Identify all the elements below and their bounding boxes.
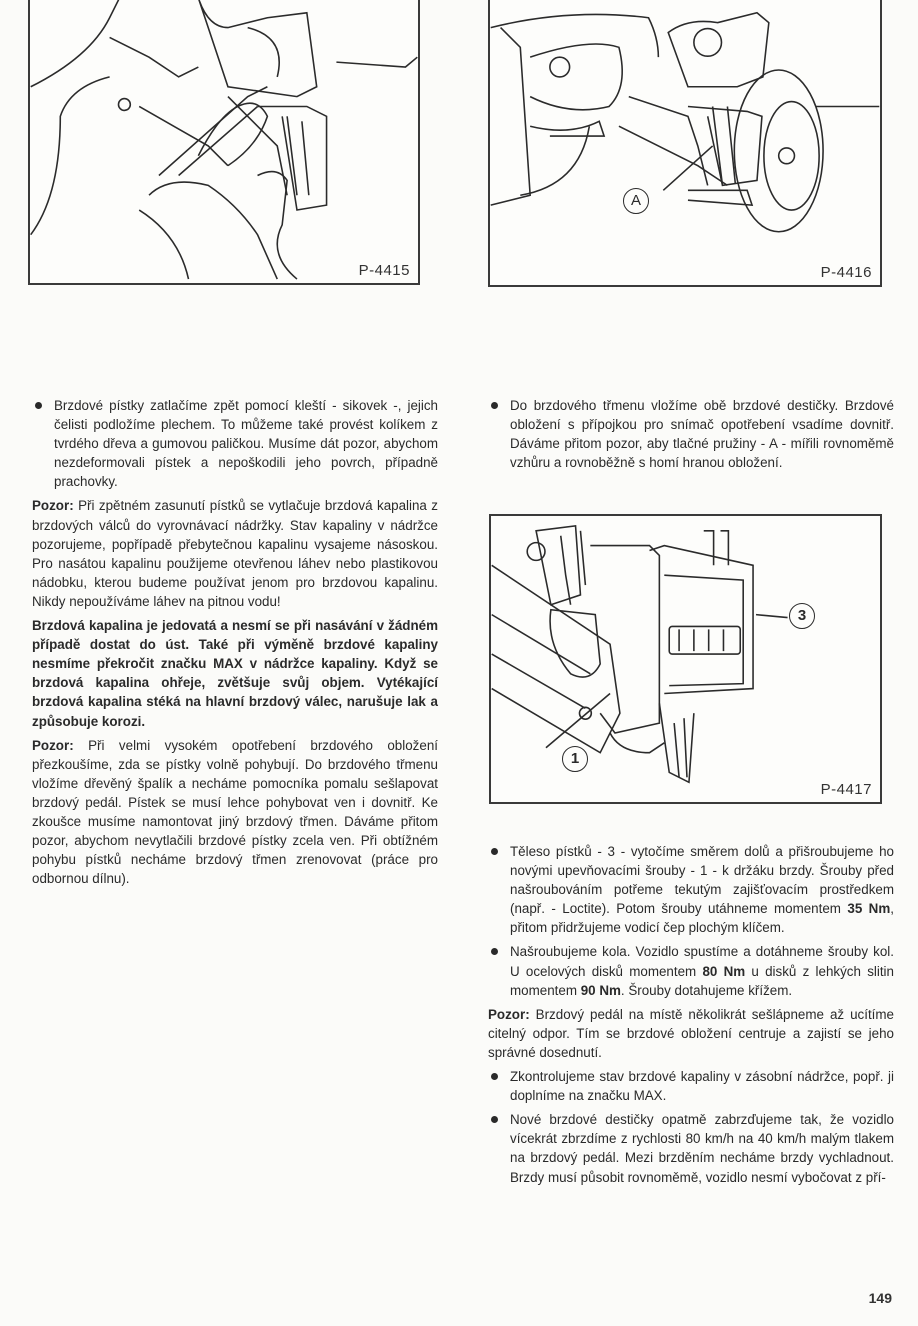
front-suspension-brake-illustration xyxy=(490,0,880,285)
text-segment: , přitom přidržujeme vodicí čep plochým klíčem. xyxy=(510,901,894,936)
bullet-item xyxy=(488,942,894,999)
callout-1-label: 1 xyxy=(570,750,580,767)
callout-3-label: 3 xyxy=(797,607,807,624)
brake-piston-pliers-illustration xyxy=(30,0,418,283)
bullet-text xyxy=(510,944,894,997)
figure-p4417 xyxy=(489,514,882,804)
text-segment: . Šrouby dotahujeme křížem. xyxy=(620,982,793,998)
note-label: Pozor: xyxy=(32,498,74,514)
callout-1 xyxy=(562,746,588,772)
bullet-icon xyxy=(35,402,42,409)
figure-label: P-4417 xyxy=(820,781,872,798)
note-paragraph xyxy=(488,1005,894,1062)
callout-3 xyxy=(789,603,815,629)
bullet-text: Do brzdového třmenu vložíme obě brzdové destičky. Brzdové obložení s přípojkou pro snímač opotřebení vsadíme dovnitř. Dáváme přitom pozor, aby tlačné pružiny - A - mířili rovnoměmě vzhůru a rovnoběžně s homí hranou obložení. xyxy=(510,398,894,471)
note-paragraph xyxy=(32,496,438,611)
page-number: 149 xyxy=(868,1290,892,1306)
bullet-item xyxy=(488,842,894,937)
text-segment: u disků z lehkých slitin momentem xyxy=(510,963,894,998)
figure-p4416 xyxy=(488,0,882,287)
callout-a-label: A xyxy=(630,192,641,209)
brake-caliper-illustration xyxy=(491,516,880,802)
bullet-icon xyxy=(491,1073,498,1080)
bullet-item xyxy=(488,1110,894,1186)
text-segment: Našroubujeme kola. Vozidlo spustíme a dotáhneme šrouby kol. U ocelových disků momentem xyxy=(510,944,894,979)
note-label: Pozor: xyxy=(488,1006,530,1022)
note-text: Brzdový pedál na místě několikrát sešlápneme až ucítíme citelný odpor. Tím se brzdové obložení centruje a zajistí se jeho správné dosednutí. xyxy=(488,1006,894,1060)
bullet-item xyxy=(488,1067,894,1105)
right-column-top xyxy=(488,396,894,477)
bullet-item xyxy=(32,396,438,491)
bullet-text xyxy=(510,844,894,935)
bullet-text: Nové brzdové destičky opatmě zabrzďujeme tak, že vozidlo vícekrát zbrzdíme z rychlosti 80 km/h na 40 km/h malým tlakem na brzdový pedál. Mezi brzděním necháme brzdy vychladnout. Brzdy musí působit rovnoměmě, vozidlo nesmí vybočovat z pří- xyxy=(510,1112,894,1185)
callout-a xyxy=(623,188,649,214)
bullet-text: Brzdové pístky zatlačíme zpět pomocí kleští - sikovek -, jejich čelisti podložíme plechem. To můžeme také provést kolíkem z tvrdého dřeva a gumovou paličkou. Musíme dát pozor, abychom nezdeformovali pístek a nepoškodili jeho povrch, případně prachovky. xyxy=(54,398,438,490)
bullet-item xyxy=(488,396,894,472)
bullet-icon xyxy=(491,1116,498,1123)
figure-label: P-4416 xyxy=(820,264,872,281)
note-text: Při zpětném zasunutí pístků se vytlačuje brzdová kapalina z brzdových válců do vyrovnávací nádržky. Stav kapaliny v nádržce pozorujeme, popřípadě přebytečnou kapalinu vysajeme násoskou. Pro nasátou kapalinu použijeme otevřenou láhev nebo plastikovou nádobku, kterou budeme používat jenom pro brzdovou kapalinu. Nikdy nepoužíváme láhev na pitnou vodu! xyxy=(32,498,438,609)
torque-value: 35 Nm xyxy=(847,901,891,917)
note-paragraph xyxy=(32,736,438,889)
bullet-icon xyxy=(491,848,498,855)
warning-paragraph: Brzdová kapalina je jedovatá a nesmí se při nasávání v žádném případě dostat do úst. Také při výměně brzdové kapaliny nesmíme překročit značku MAX v nádržce kapaliny. Když se brzdová kapalina ohřeje, zvětšuje svůj objem. Vytékající brzdová kapalina stéká na hlavní brzdový válec, narušuje lak a způsobuje korozi. xyxy=(32,618,438,729)
bullet-icon xyxy=(491,948,498,955)
torque-value: 80 Nm xyxy=(702,963,746,979)
left-column xyxy=(32,396,438,893)
figure-label: P-4415 xyxy=(358,262,410,279)
bullet-text: Zkontrolujeme stav brzdové kapaliny v zásobní nádržce, popř. ji doplníme na značku MAX. xyxy=(510,1069,894,1104)
note-label: Pozor: xyxy=(32,737,74,753)
right-column-bottom xyxy=(488,842,894,1192)
note-text: Při velmi vysokém opotřebení brzdového obložení přezkoušíme, zda se pístky volně pohybují. Do brzdového třmenu vložíme dřevěný špalík a necháme pomocníka pomalu sešlapovat brzdový pedál. Pístek se musí lehce pohybovat ven i dovnitř. Ke zkoušce musíme namontovat jiný brzdový třmen. Dáváme přitom pozor, abychom nevytlačili brzdové pístky zcela ven. Při obtížném pohybu pístků necháme brzdový třmen zrenovovat (práce pro odbornou dílnu). xyxy=(32,737,438,887)
bullet-icon xyxy=(491,402,498,409)
text-segment: Těleso pístků - 3 - vytočíme směrem dolů a přišroubujeme ho novými upevňovacími šrouby - 1 - k držáku brzdy. Šrouby před našroubováním potřeme tekutým zajišťovacím prostředkem (např. - Loctite). Potom šrouby utáhneme momentem xyxy=(510,844,894,917)
figure-p4415 xyxy=(28,0,420,285)
torque-value: 90 Nm xyxy=(580,982,621,998)
